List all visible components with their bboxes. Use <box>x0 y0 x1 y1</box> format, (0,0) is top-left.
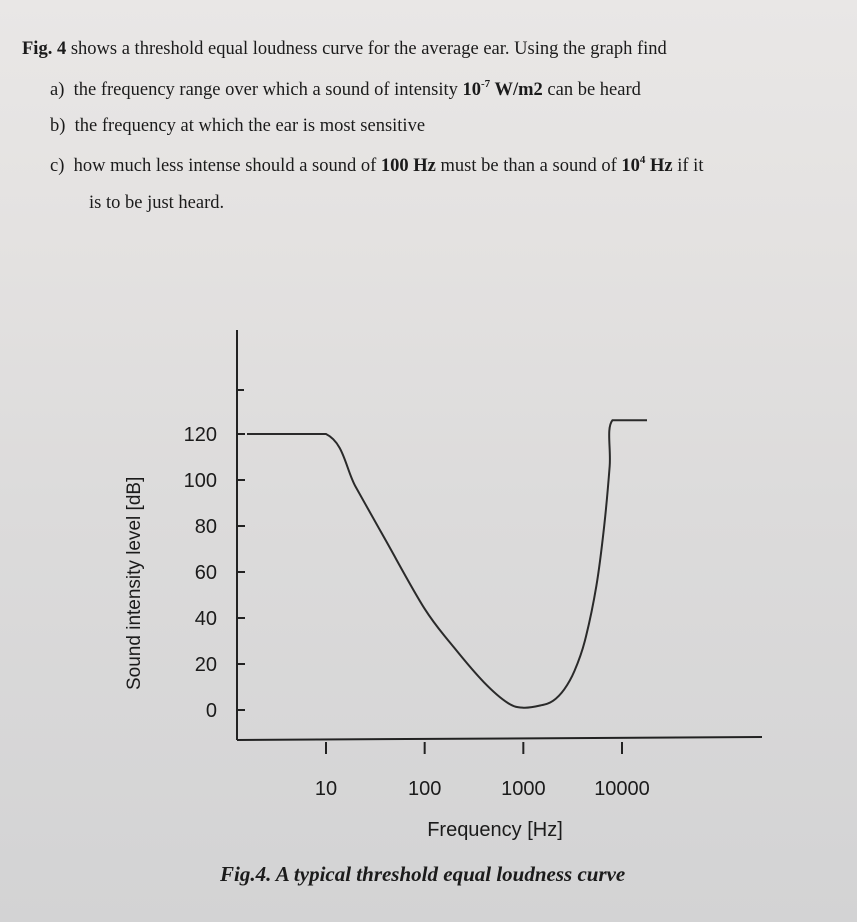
chart-series <box>247 420 647 708</box>
y-tick-label: 80 <box>194 516 217 538</box>
y-tick-label: 100 <box>183 470 217 492</box>
item-text: how much less intense should a sound of <box>73 156 377 176</box>
x-tick-label: 10000 <box>594 778 650 800</box>
item-text: the frequency range over which a sound of intensity <box>73 80 458 100</box>
y-tick-label: 20 <box>194 654 217 676</box>
x-axis-label: Frequency [Hz] <box>427 819 563 841</box>
x-tick-label: 1000 <box>501 778 546 800</box>
item-marker: c) <box>50 156 65 176</box>
item-marker: a) <box>50 80 65 100</box>
threshold-curve-line <box>247 420 647 708</box>
frequency-a: 100 Hz <box>380 156 436 176</box>
question-item-c-line2: is to be just heard. <box>89 193 225 213</box>
item-text: the frequency at which the ear is most sensitive <box>74 116 426 136</box>
y-tick-label: 40 <box>194 608 217 630</box>
item-marker: b) <box>50 116 66 136</box>
y-tick-label: 0 <box>205 700 217 722</box>
item-text-mid: must be than a sound of <box>440 156 617 176</box>
item-text-end: if it <box>677 156 704 176</box>
x-axis-line <box>237 737 762 740</box>
item-text-end: can be heard <box>547 80 641 100</box>
y-axis-label: Sound intensity level [dB] <box>124 476 145 690</box>
intro-text: shows a threshold equal loudness curve for the average ear. Using the graph find <box>70 39 667 59</box>
y-tick-label: 60 <box>194 562 217 584</box>
intensity-value: $10^{-7}$ W/m2 <box>462 78 543 100</box>
frequency-b: $10^4$ Hz <box>621 154 673 176</box>
figure-reference: Fig. 4 <box>22 39 67 59</box>
y-tick-label: 120 <box>183 424 217 446</box>
figure-caption: Fig.4. A typical threshold equal loudness curve <box>220 862 626 886</box>
x-tick-label: 10 <box>314 778 338 800</box>
x-tick-label: 100 <box>407 778 442 800</box>
chart-axes <box>237 330 762 740</box>
